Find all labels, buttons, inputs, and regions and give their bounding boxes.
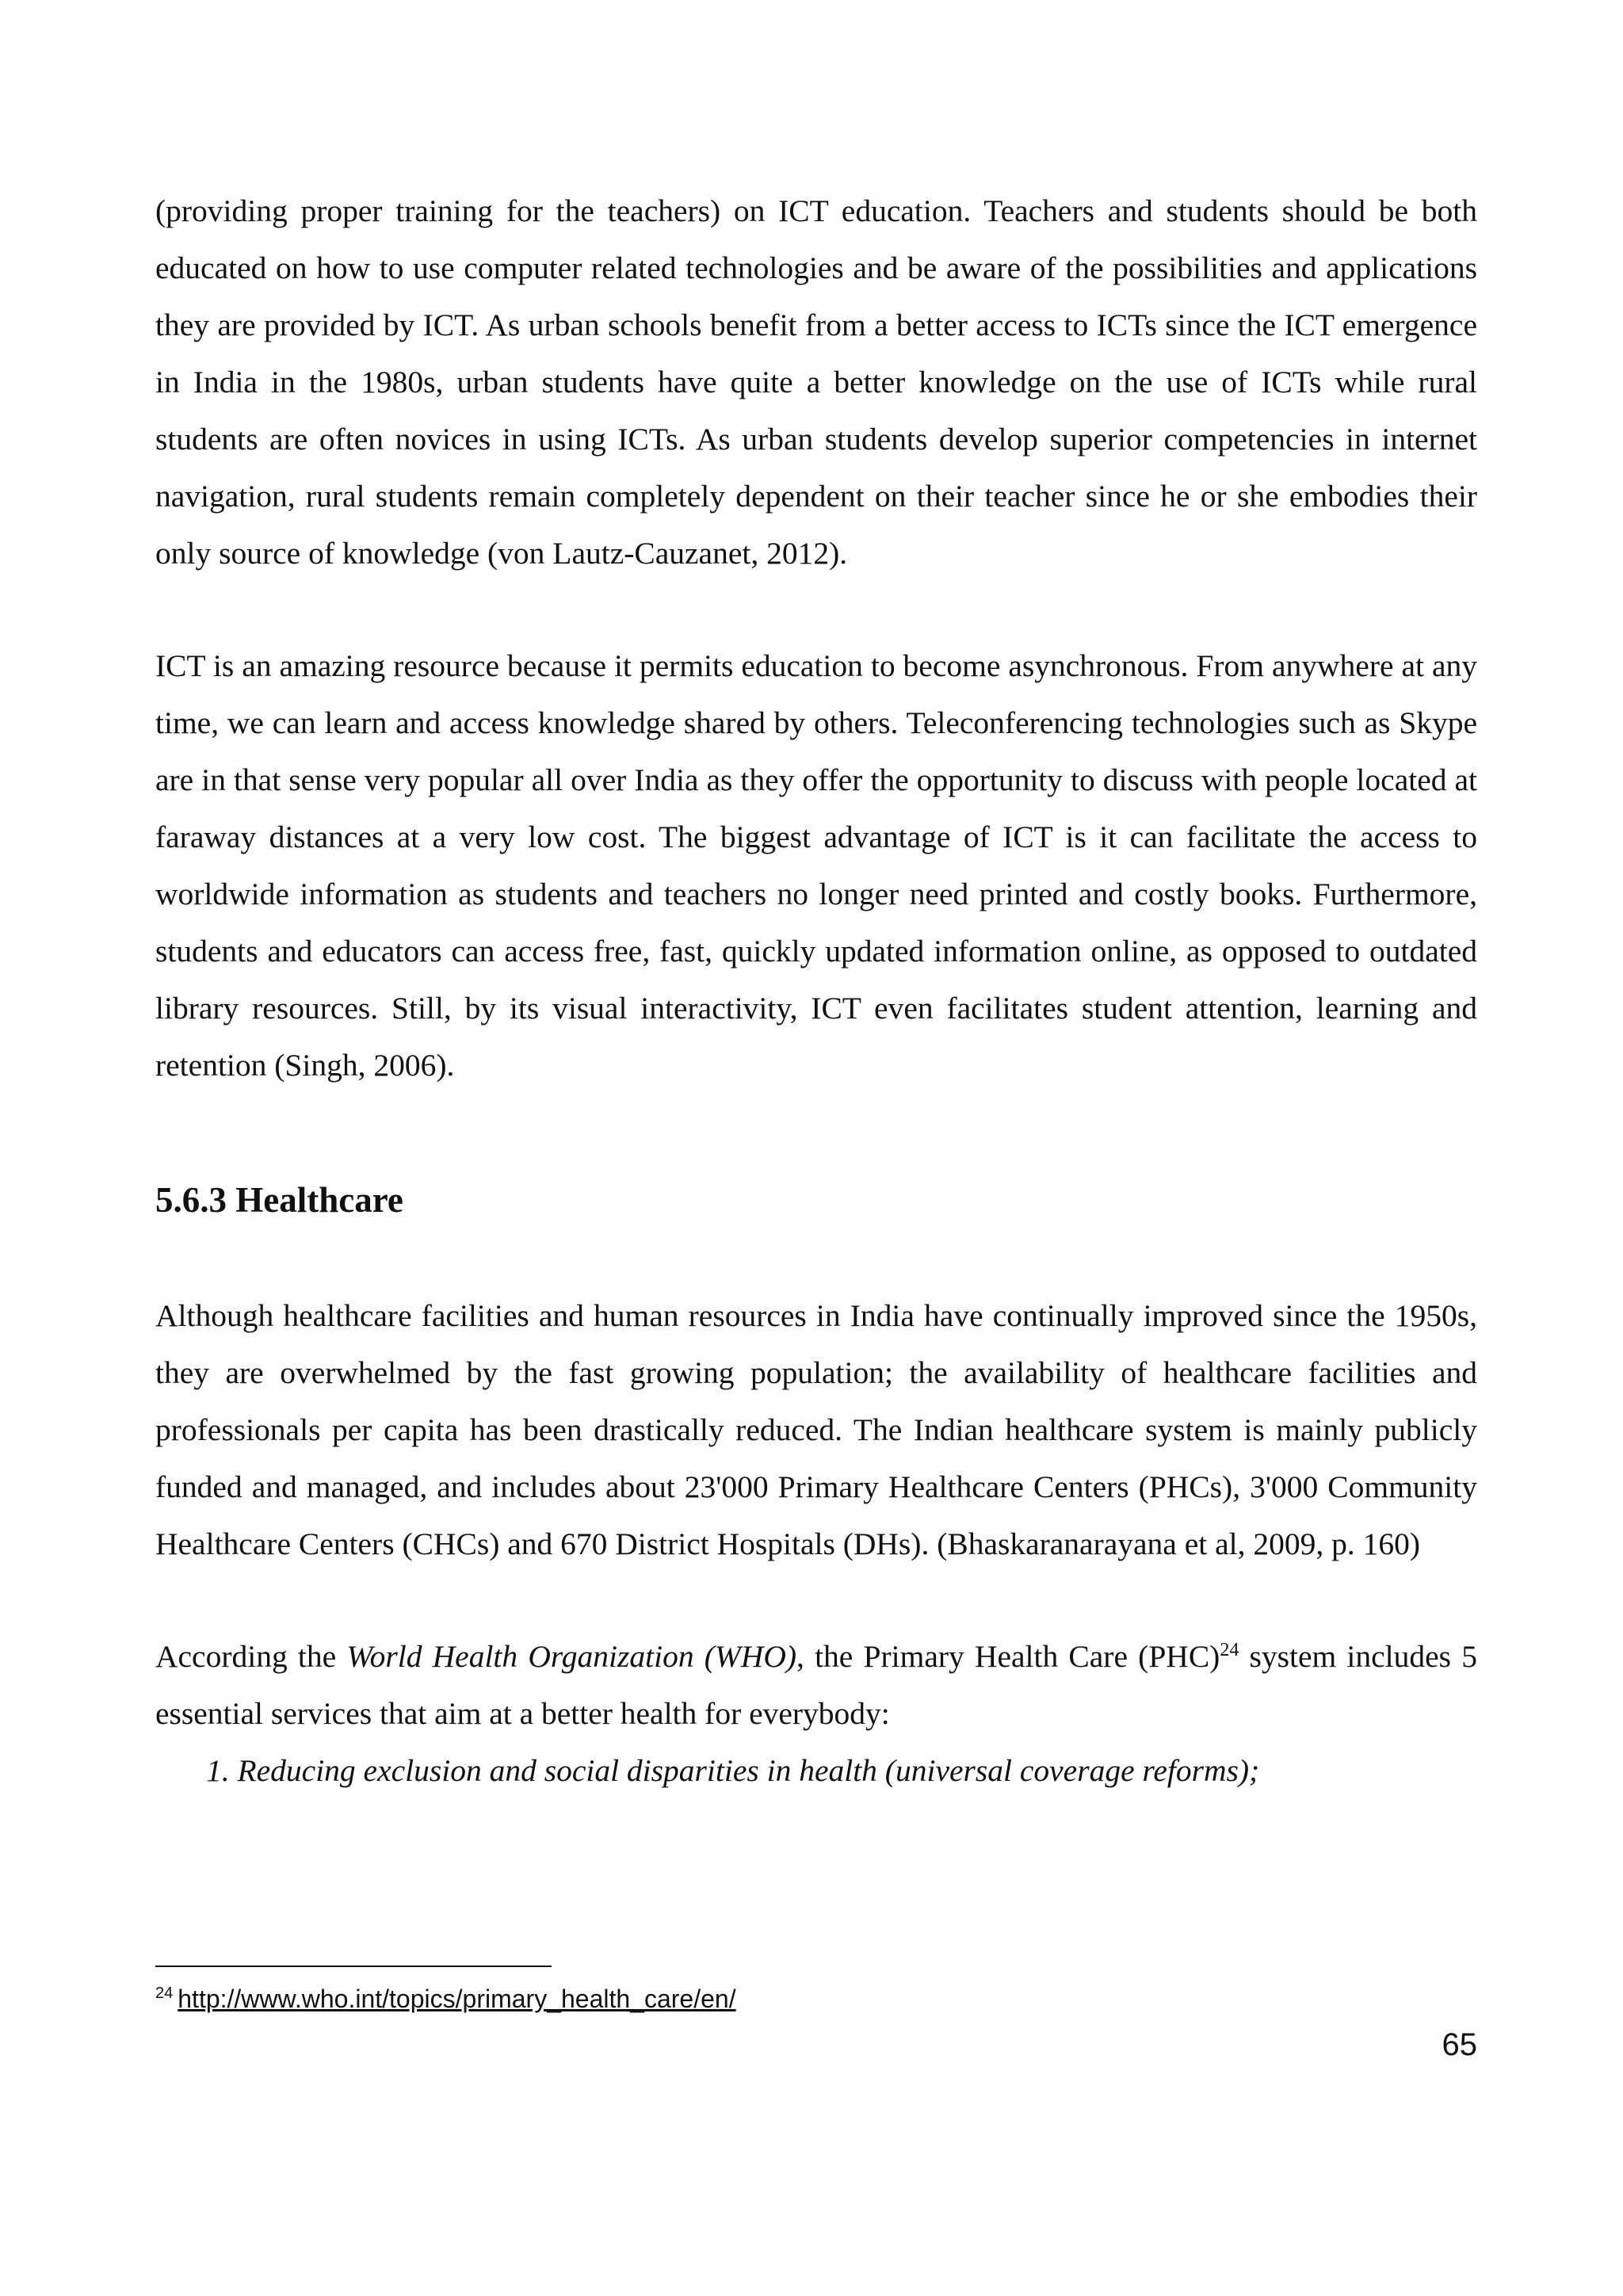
who-text-part3: system includes 5 essential services that aim at a better health for everybody: (155, 1639, 1477, 1731)
list-item: 1. Reducing exclusion and social disparities in health (universal coverage reforms); (206, 1753, 1260, 1788)
paragraph-ict-asynchronous: ICT is an amazing resource because it permits education to become asynchronous. From anywhere at any time, we can learn and access knowledge shared by others. Teleconferencing technologies such as Skype are in that sense very popular all over India as they offer the opportunity to discuss with people located at faraway distances at a very low cost. The biggest advantage of ICT is it can facilitate the access to worldwide information as students and teachers no longer need printed and costly books. Furthermore, students and educators can access free, fast, quickly updated information online, as opposed to outdated library resources. Still, by its visual interactivity, ICT even facilitates student attention, learning and retention (Singh, 2006). (155, 648, 1477, 1083)
section-heading-healthcare: 5.6.3 Healthcare (155, 1180, 403, 1220)
who-text-part1: According the (155, 1639, 347, 1674)
footnote (155, 1981, 736, 2016)
footnote-reference[interactable]: 24 (1220, 1639, 1239, 1660)
paragraph-ict-training: (providing proper training for the teachers) on ICT education. Teachers and students should be both educated on how to use computer related technologies and be aware of the possibilities and applications they are provided by ICT. As urban schools benefit from a better access to ICTs since the ICT emergence in India in the 1980s, urban students have quite a better knowledge on the use of ICTs while rural students are often novices in using ICTs. As urban students develop superior competencies in internet navigation, rural students remain completely dependent on their teacher since he or she embodies their only source of knowledge (von Lautz-Cauzanet, 2012). (155, 193, 1477, 571)
paragraph-who-phc (155, 1628, 1477, 1742)
footnote-link[interactable]: http://www.who.int/topics/primary_health_care/en/ (178, 1985, 736, 2013)
page-number: 65 (1442, 2027, 1477, 2062)
paragraph-healthcare-facilities: Although healthcare facilities and human resources in India have continually improved since the 1950s, they are overwhelmed by the fast growing population; the availability of healthcare facilities and professionals per capita has been drastically reduced. The Indian healthcare system is mainly publicly funded and managed, and includes about 23'000 Primary Healthcare Centers (PHCs), 3'000 Community Healthcare Centers (CHCs) and 670 District Hospitals (DHs). (Bhaskaranarayana et al, 2009, p. 160) (155, 1298, 1477, 1561)
footnote-divider (155, 1966, 552, 1967)
phc-services-list (155, 1742, 1477, 1799)
who-text-part2: , the Primary Health Care (PHC) (796, 1639, 1220, 1674)
footnote-mark: 24 (155, 1985, 174, 2003)
page-body (155, 182, 1477, 1799)
who-organization-name: World Health Organization (WHO) (346, 1639, 797, 1674)
